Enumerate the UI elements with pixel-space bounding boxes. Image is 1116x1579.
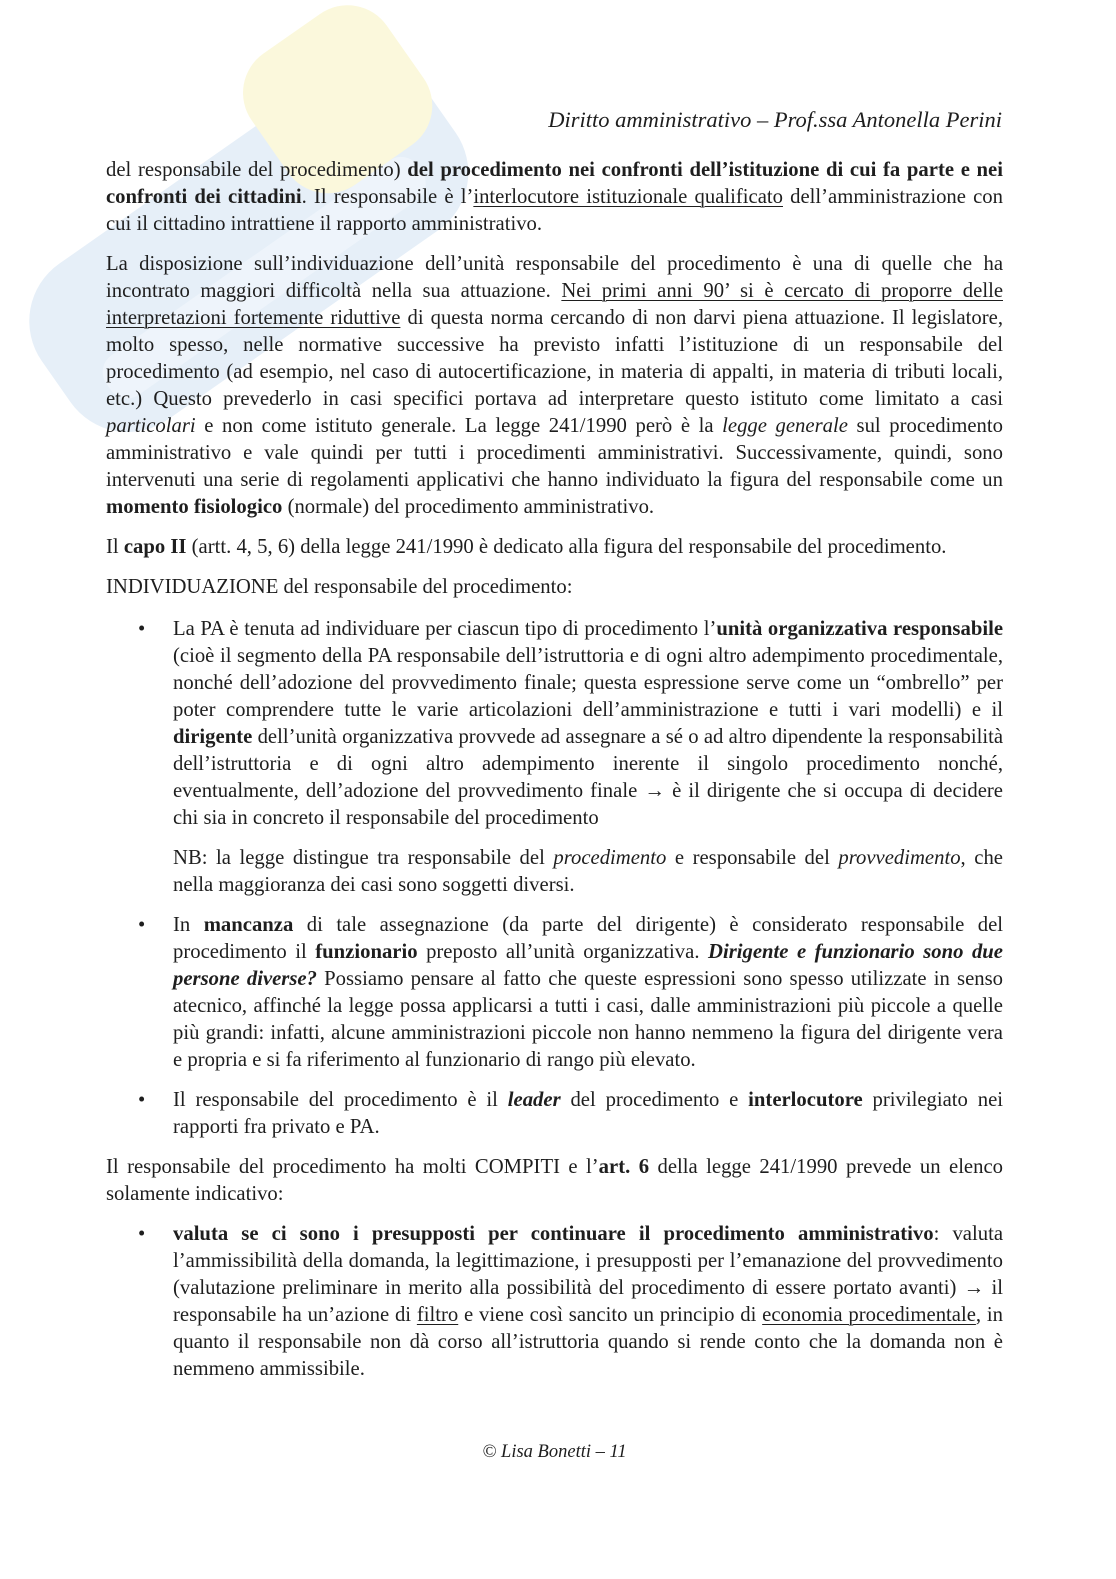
list-item-text [173,1087,1003,1141]
italic-word: particolari [106,415,196,437]
italic-word: procedimento [553,847,667,869]
underlined-phrase: interlocutore istituzionale qualificato [473,186,783,208]
text-run: del procedimento e [560,1089,749,1111]
section-heading-individuazione: INDIVIDUAZIONE del responsabile del procedimento: [106,576,573,598]
bullet-list-individuazione [106,616,1003,1141]
paragraph-attuazione [106,251,1003,521]
page-content [106,157,1003,1396]
text-run: di questa norma cercando di non darvi piena attuazione. Il legislatore, molto spesso, nelle normative successive ha previsto infatti l’istituzione di un responsabile del procedimento (ad esempio, nel caso di autocertificazione, in materia di appalti, in materia di tributi locali, etc.) Questo prevederlo in casi specifici portava ad interpretare questo istituto come limitato a casi [106,307,1003,410]
paragraph-responsabile-role [106,157,1003,238]
bullet-marker [138,912,145,939]
text-run: , che nella maggioranza dei casi sono soggetti diversi. [173,847,1003,896]
bold-word: mancanza [203,914,294,936]
text-run: La PA è tenuta ad individuare per ciascun tipo di procedimento l’ [173,618,717,640]
text-run: Possiamo pensare al fatto che queste espressioni sono spesso utilizzate in senso atecnico, affinché la legge possa applicarsi a tutti i casi, dalle amministrazioni più piccole a quelle più grandi: infatti, alcune amministrazioni piccole non hanno nemmeno la figura del dirigente vera e propria e si fa riferimento al funzionario di rango più elevato. [173,968,1003,1071]
text-run: della legge 241/1990 prevede un elenco solamente indicativo: [106,1156,1003,1205]
text-run: NB: la legge distingue tra responsabile del [173,847,554,869]
bold-phrase: valuta se ci sono i presupposti per continuare il procedimento amministrativo [173,1223,934,1245]
bold-word: interlocutore [748,1089,863,1111]
text-run: , in quanto il responsabile non dà corso all’istruttoria quando si rende conto che la domanda non è nemmeno ammissibile. [173,1304,1003,1380]
page-header: Diritto amministrativo – Prof.ssa Antonella Perini [548,107,1002,132]
text-run: : valuta l’ammissibilità della domanda, la legittimazione, i presupposti per l’emanazione del provvedimento (valutazione preliminare in merito alla possibilità del procedimento di essere portato avanti) → il responsabile ha un’azione di [173,1223,1004,1326]
list-item [106,616,1003,899]
list-item [106,1221,1003,1383]
text-run: e viene così sancito un principio di [458,1304,763,1326]
text-run: Il responsabile del procedimento ha molti COMPITI e l’ [106,1156,599,1178]
bold-phrase: unità organizzativa responsabile [716,618,1003,640]
text-run: dell’unità organizzativa provvede ad assegnare a sé o ad altro dipendente la responsabilità dell’istruttoria e di ogni altro adempimento inerente il singolo procedimento nonché, eventualmente, dell’adozione del provvedimento finale → è il dirigente che si occupa di decidere chi sia in concreto il responsabile del procedimento [173,726,1003,829]
list-item [106,1087,1003,1141]
text-run: sul procedimento amministrativo e vale quindi per tutti i procedimenti amministrativi. Successivamente, quindi, sono intervenuti una serie di regolamenti applicativi che hanno individuato la figura del responsabile come un [106,415,1003,491]
text-run: preposto all’unità organizzativa. [417,941,708,963]
underlined-phrase: Nei primi anni 90’ si è cercato di proporre delle interpretazioni fortemente riduttive [106,280,1003,329]
list-item-text [173,1221,1003,1383]
text-run: (normale) del procedimento amministrativo. [282,496,655,518]
bold-phrase: momento fisiologico [106,496,283,518]
text-run: di tale assegnazione (da parte del dirigente) è considerato responsabile del procedimento il [173,914,1003,963]
bold-italic-question: Dirigente e funzionario sono due persone diverse? [173,941,1003,990]
text-run: (cioè il segmento della PA responsabile dell’istruttoria e di ogni altro adempimento procedimentale, nonché dell’adozione del provvedimento finale; questa espressione serve come un “ombrello” per poter comprendere tutte le varie articolazioni dell’amministrazione e tutti i vari modelli) e il [173,645,1003,721]
bullet-marker [138,1087,145,1114]
note-paragraph [173,845,1003,899]
underlined-word: filtro [416,1304,459,1326]
underlined-phrase: economia procedimentale [762,1304,976,1326]
text-run: . Il responsabile è l’ [301,186,474,208]
text-run: del responsabile del procedimento) [106,159,408,181]
bold-phrase: del procedimento nei confronti dell’istituzione di cui fa parte e nei confronti dei cittadini [106,159,1003,208]
italic-word: provvedimento [838,847,961,869]
italic-phrase: legge generale [722,415,848,437]
text-run: e non come istituto generale. La legge 241/1990 però è la [195,415,723,437]
text-run: privilegiato nei rapporti fra privato e PA. [173,1089,1003,1138]
bold-phrase: capo II [123,536,187,558]
text-run: Il responsabile del procedimento è il [173,1089,508,1111]
list-item [106,912,1003,1074]
text-run: dell’amministrazione con cui il cittadino intrattiene il rapporto amministrativo. [106,186,1003,235]
text-run: In [173,914,204,936]
bold-phrase: art. 6 [598,1156,650,1178]
bullet-marker [138,616,145,643]
text-run: La disposizione sull’individuazione dell’unità responsabile del procedimento è una di quelle che ha incontrato maggiori difficoltà nella sua attuazione. [106,253,1003,302]
text-run: Il [106,536,124,558]
bullet-list-compiti [106,1221,1003,1383]
bold-italic-word: leader [507,1089,561,1111]
list-item-text [173,616,1003,832]
text-run: e responsabile del [666,847,839,869]
text-run: (artt. 4, 5, 6) della legge 241/1990 è dedicato alla figura del responsabile del procedimento. [186,536,947,558]
bold-word: dirigente [173,726,253,748]
bullet-marker [138,1221,145,1248]
paragraph-compiti [106,1154,1003,1208]
page-footer: © Lisa Bonetti – 11 [482,1442,627,1462]
bold-word: funzionario [315,941,418,963]
paragraph-capo-ii [106,534,1003,561]
list-item-text [173,912,1003,1074]
